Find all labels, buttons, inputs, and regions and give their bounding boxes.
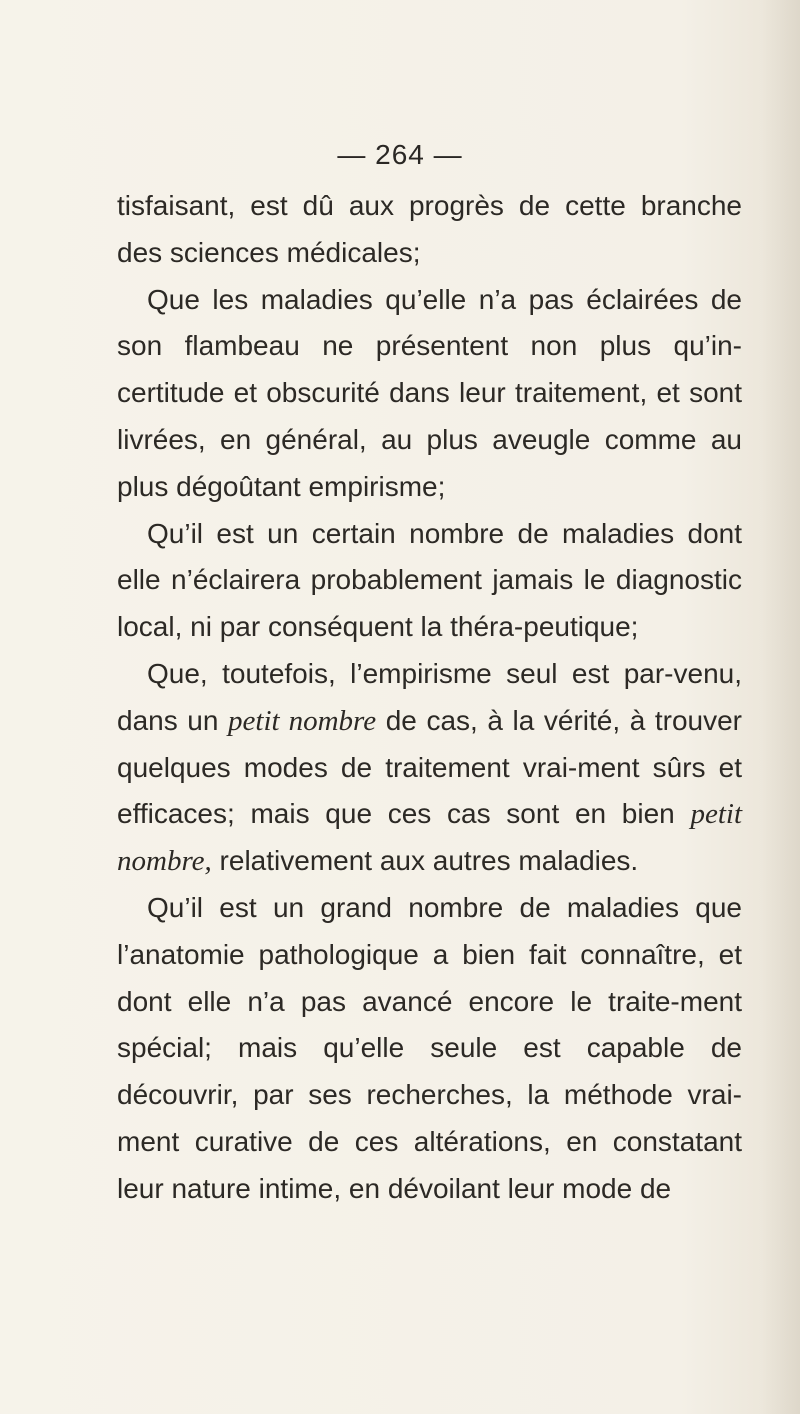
page-number: — 264 — [337,139,463,170]
paragraph-4 [117,651,742,885]
paragraph-4-part-1: Que, toutefois, l’empirisme seul est par-venu, dans un [117,657,742,736]
italic-phrase-2: petit nombre, [117,798,742,878]
italic-phrase-1: petit nombre [228,704,377,737]
page-edge-shadow [762,0,800,1414]
paragraph-4-part-3: relativement aux autres maladies. [211,845,639,877]
paragraph-continuation: tisfaisant, est dû aux progrès de cette branche des sciences médicales; [117,190,742,268]
paragraph-2: Que les maladies qu’elle n’a pas éclairées de son flambeau ne présentent non plus qu’in-certitude et obscurité dans leur traitement, et sont livrées, en général, au plus aveugle comme au plus dégoûtant empirisme; [117,283,742,502]
paragraph-5: Qu’il est un grand nombre de maladies que l’anatomie pathologique a bien fait connaître, et dont elle n’a pas avancé encore le traite-ment spécial; mais qu’elle seule est capable de découvrir, par ses recherches, la méthode vrai-ment curative de ces altérations, en constatant leur nature intime, en dévoilant leur mode de [117,891,742,1204]
paragraph-3: Qu’il est un certain nombre de maladies dont elle n’éclairera probablement jamais le diagnostic local, ni par conséquent la théra-peutique; [117,517,742,643]
paragraph-4-part-2: de cas, à la vérité, à trouver quelques modes de traitement vrai-ment sûrs et efficaces; mais que ces cas sont en bien [117,704,742,830]
body-text [117,183,742,1213]
